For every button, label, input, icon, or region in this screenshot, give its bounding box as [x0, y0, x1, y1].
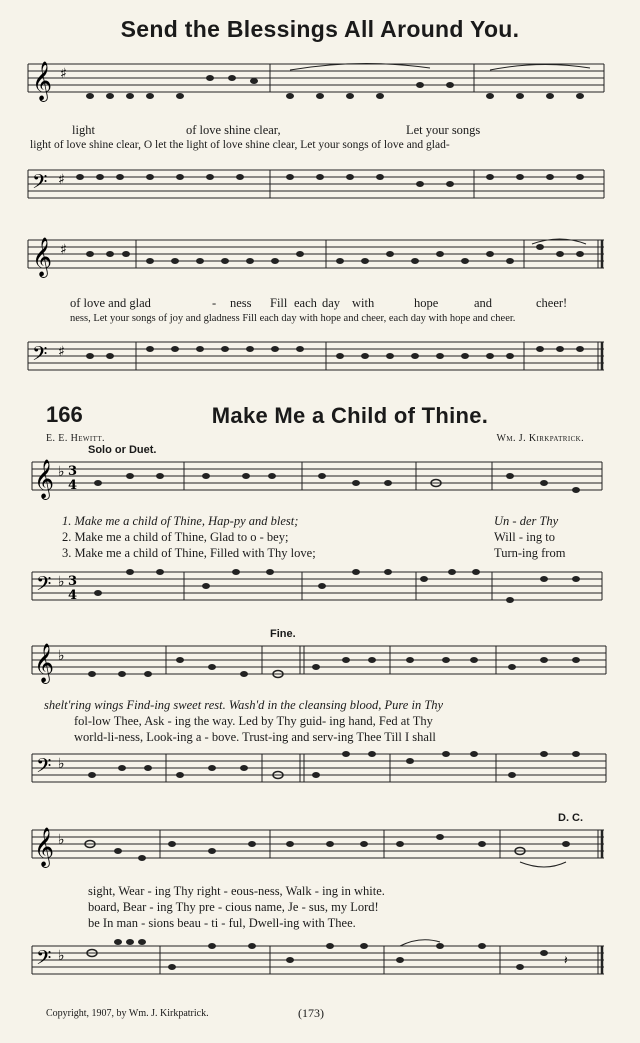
top-hymn-title: Send the Blessings All Around You. — [120, 16, 520, 42]
svg-text:♯: ♯ — [60, 66, 67, 82]
composer-credit: Wm. J. Kirkpatrick. — [496, 433, 584, 444]
system-b-treble-staff — [0, 232, 640, 294]
performance-marking: Solo or Duet. — [88, 444, 157, 456]
system-a-treble-staff — [0, 56, 640, 120]
hymn-166-verse2-line1-end: Will - ing to — [494, 530, 555, 544]
svg-text:♯: ♯ — [60, 242, 67, 258]
top-verse-line2-word: of love and glad — [70, 296, 151, 310]
dc-marking: D. C. — [558, 812, 584, 824]
top-verse-line2-word: each — [294, 296, 317, 310]
svg-text:♭: ♭ — [58, 574, 65, 590]
svg-text:𝄞: 𝄞 — [34, 459, 55, 499]
svg-text:♯: ♯ — [58, 344, 65, 360]
hymn-166-verse2-line3: board, Bear - ing Thy pre - cious name, Je - sus, my Lord! — [88, 900, 379, 914]
top-verse-line2-word: - — [212, 296, 217, 310]
hymn-166-verse1-line1: 1. Make me a child of Thine, Hap-py and blest; — [62, 514, 299, 528]
svg-text:𝄽: 𝄽 — [564, 953, 568, 967]
hymn-166-system2-treble — [0, 640, 640, 696]
top-verse-line1-word: light — [72, 123, 95, 137]
top-verse-line2-word: cheer! — [536, 296, 568, 310]
top-verse-line1-word: Let your songs — [406, 123, 481, 137]
top-verse-line1-word: of love shine clear, — [186, 123, 281, 137]
system-b-bass-staff — [0, 332, 640, 394]
top-verse-line2-word: and — [474, 296, 493, 310]
top-verse-line2-word: Fill — [270, 296, 288, 310]
hymn-166-verse2-line1: 2. Make me a child of Thine, Glad to o - bey; — [62, 530, 289, 544]
svg-text:3: 3 — [68, 464, 78, 479]
hymn-166-verse1-line1-end: Un - der Thy — [494, 514, 559, 528]
hymn-166-verse1-line2: shelt'ring wings Find-ing sweet rest. Wash'd in the cleansing blood, Pure in Thy — [44, 698, 444, 712]
svg-text:4: 4 — [68, 478, 78, 493]
hymn-166-title: Make Me a Child of Thine. — [211, 403, 489, 428]
copyright-notice: Copyright, 1907, by Wm. J. Kirkpatrick. — [46, 1008, 209, 1019]
top-verse-line2-word: day — [322, 296, 341, 310]
hymn-166-verse3-line1-end: Turn-ing from — [494, 546, 566, 560]
lyricist-credit: E. E. Hewitt. — [46, 433, 105, 444]
hymn-166-system2-bass — [0, 744, 640, 800]
top-verse-line2-word: hope — [414, 296, 439, 310]
page-number: (173) — [298, 1006, 324, 1020]
hymn-166-verse3-line3: be In man - sions beau - ti - ful, Dwell-ing with Thee. — [88, 916, 356, 930]
hymn-166-verse2-line2: fol-low Thee, Ask - ing the way. Led by Thy guid- ing hand, Fed at Thy — [74, 714, 433, 728]
svg-text:𝄞: 𝄞 — [34, 827, 55, 867]
fine-marking: Fine. — [270, 628, 296, 640]
top-chorus-line2: ness, Let your songs of joy and gladness Fill each day with hope and cheer, each day with hope and cheer. — [70, 313, 516, 324]
hymn-166-system3-bass — [0, 932, 640, 996]
svg-text:♭: ♭ — [58, 832, 65, 848]
svg-text:𝄢: 𝄢 — [36, 946, 52, 974]
svg-text:♭: ♭ — [58, 648, 65, 664]
svg-text:♭: ♭ — [58, 756, 65, 772]
hymn-166-system3-treble — [0, 822, 640, 880]
svg-text:4: 4 — [68, 588, 78, 603]
svg-text:𝄢: 𝄢 — [32, 170, 48, 198]
svg-text:3: 3 — [68, 574, 78, 589]
hymn-166-verse1-line3: sight, Wear - ing Thy right - eous-ness, Walk - ing in white. — [88, 884, 385, 898]
system-a-bass-staff — [0, 160, 640, 220]
svg-text:𝄢: 𝄢 — [32, 342, 48, 370]
svg-text:𝄢: 𝄢 — [36, 572, 52, 600]
svg-text:𝄞: 𝄞 — [32, 237, 53, 277]
top-verse-line2-word: ness — [230, 296, 252, 310]
hymn-166-system1-treble — [0, 456, 640, 512]
svg-text:♭: ♭ — [58, 464, 65, 480]
svg-text:𝄞: 𝄞 — [32, 61, 53, 101]
hymn-166-system1-bass — [0, 562, 640, 618]
hymn-number: 166 — [46, 402, 83, 427]
hymn-166-verse3-line1: 3. Make me a child of Thine, Filled with Thy love; — [62, 546, 316, 560]
svg-text:𝄢: 𝄢 — [36, 754, 52, 782]
svg-text:♯: ♯ — [58, 172, 65, 188]
svg-text:♭: ♭ — [58, 948, 65, 964]
top-chorus-line1: light of love shine clear, O let the light of love shine clear, Let your songs of love and glad- — [30, 139, 450, 151]
svg-text:𝄞: 𝄞 — [34, 643, 55, 683]
top-verse-line2-word: with — [352, 296, 375, 310]
hymn-166-verse3-line2: world-li-ness, Look-ing a - bove. Trust-ing and serv-ing Thee Till I shall — [74, 730, 436, 744]
